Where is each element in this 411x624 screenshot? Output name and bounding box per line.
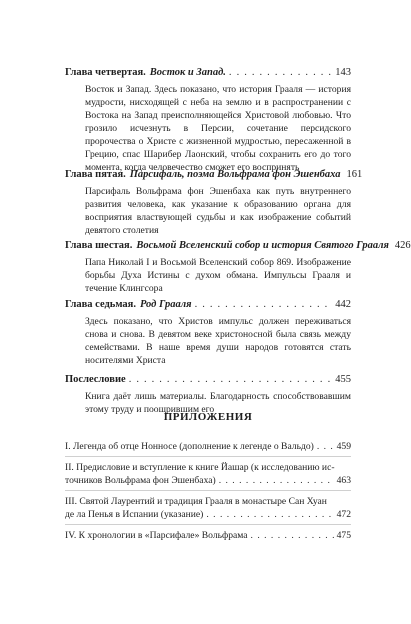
appendix-item-1[interactable] [65, 440, 351, 453]
chapter-number: Глава четвертая. [65, 67, 146, 78]
page-number: 426 [394, 240, 411, 251]
appendix-title: I. Легенда об отце Нонносе (дополнение к легенде о Вальдо) [65, 441, 314, 452]
page-number: 455 [335, 374, 351, 385]
chapter-title-line [65, 66, 351, 79]
page-number: 143 [335, 67, 351, 78]
appendix-line [65, 529, 351, 542]
page-number: 459 [336, 441, 351, 452]
toc-entry-chapter-5[interactable] [65, 168, 363, 237]
appendix-title-line-1: II. Предисловие и вступление к книге Йашар (к исследованию ис- [65, 462, 335, 473]
afterword-title-line [65, 373, 351, 386]
chapter-subtitle: Восток и Запад. [149, 67, 226, 78]
chapter-number: Глава пятая. [65, 169, 126, 180]
chapter-description: Здесь показано, что Христов импульс должен переживаться снова и снова. В девятом веке христоносной была связь между семействами. В наше время души народов готовятся стать носителями Христа [85, 316, 351, 366]
toc-entry-chapter-7[interactable] [65, 298, 351, 367]
appendix-line [65, 440, 351, 453]
chapter-number: Глава седьмая. [65, 299, 136, 310]
appendix-title: IV. К хронологии в «Парсифале» Вольфрама [65, 530, 248, 541]
chapter-number: Глава шестая. [65, 240, 133, 251]
divider [65, 524, 351, 525]
appendix-title-line-2: де ла Пенья в Испании (указание) [65, 509, 204, 520]
chapter-title-line [65, 239, 411, 252]
page-number: 472 [336, 509, 351, 520]
divider [65, 456, 351, 457]
chapter-description: Парсифаль Вольфрама фон Эшенбаха как путь внутреннего развития человека, как указание к образованию органа для восприятия властвующей судьбы и как изображение событий девятого столетия [85, 186, 351, 236]
page-number: 475 [336, 530, 351, 541]
appendix-item-3[interactable] [65, 495, 351, 521]
leader-dots [219, 474, 334, 487]
page-number: 442 [335, 299, 351, 310]
page-number: 161 [346, 169, 363, 180]
toc-entry-chapter-6[interactable] [65, 239, 411, 295]
chapter-title-line [65, 168, 363, 181]
afterword-title: Послесловие [65, 374, 126, 385]
page-number: 463 [336, 475, 351, 486]
appendix-item-2[interactable] [65, 461, 351, 487]
toc-entry-afterword-real[interactable] [65, 373, 351, 416]
leader-dots [251, 529, 334, 542]
leader-dots [195, 298, 333, 311]
chapter-title-line [65, 298, 351, 311]
divider [65, 490, 351, 491]
appendix-heading: ПРИЛОЖЕНИЯ [163, 411, 253, 423]
chapter-subtitle: Род Грааля [140, 299, 192, 310]
toc-entry-chapter-4[interactable] [65, 66, 351, 174]
leader-dots [129, 373, 333, 386]
leader-dots [229, 66, 332, 79]
appendix-title-line-1: III. Святой Лаурентий и традиция Грааля в монастыре Сан Хуан [65, 496, 327, 507]
appendix-title-line-2: точников Вольфрама фон Эшенбаха) [65, 475, 216, 486]
afterword-description: Книга даёт лишь материалы. Благодарность способствовавшим этому труду и поощрившим его [85, 391, 351, 415]
chapter-description: Восток и Запад. Здесь показано, что история Грааля — история мудрости, нисходящей с неба на землю и в распространении с Востока на Запад преисполняющейся Христовой любовью. Что грозило исчезнуть в Персии, сочетание персидского пророчества о Христе с жизненной мудростью, пересаженной в Грецию, спас Шарибер Лаонский, чтобы сохранить его до того момента, когда человечество сможет его воспринять [85, 84, 351, 173]
leader-dots [317, 440, 334, 453]
chapter-subtitle: Парсифаль, поэма Вольфрама фон Эшенбаха [129, 169, 341, 180]
appendix-line [65, 508, 351, 521]
appendix-line [65, 474, 351, 487]
chapter-subtitle: Восьмой Вселенский собор и история Святого Грааля [136, 240, 389, 251]
appendix-item-4[interactable] [65, 529, 351, 542]
chapter-description: Папа Николай I и Восьмой Вселенский собор 869. Изображение борьбы Духа Истины с духом обмана. Импульсы Грааля и течение Клингсора [85, 257, 351, 294]
leader-dots [206, 508, 333, 521]
